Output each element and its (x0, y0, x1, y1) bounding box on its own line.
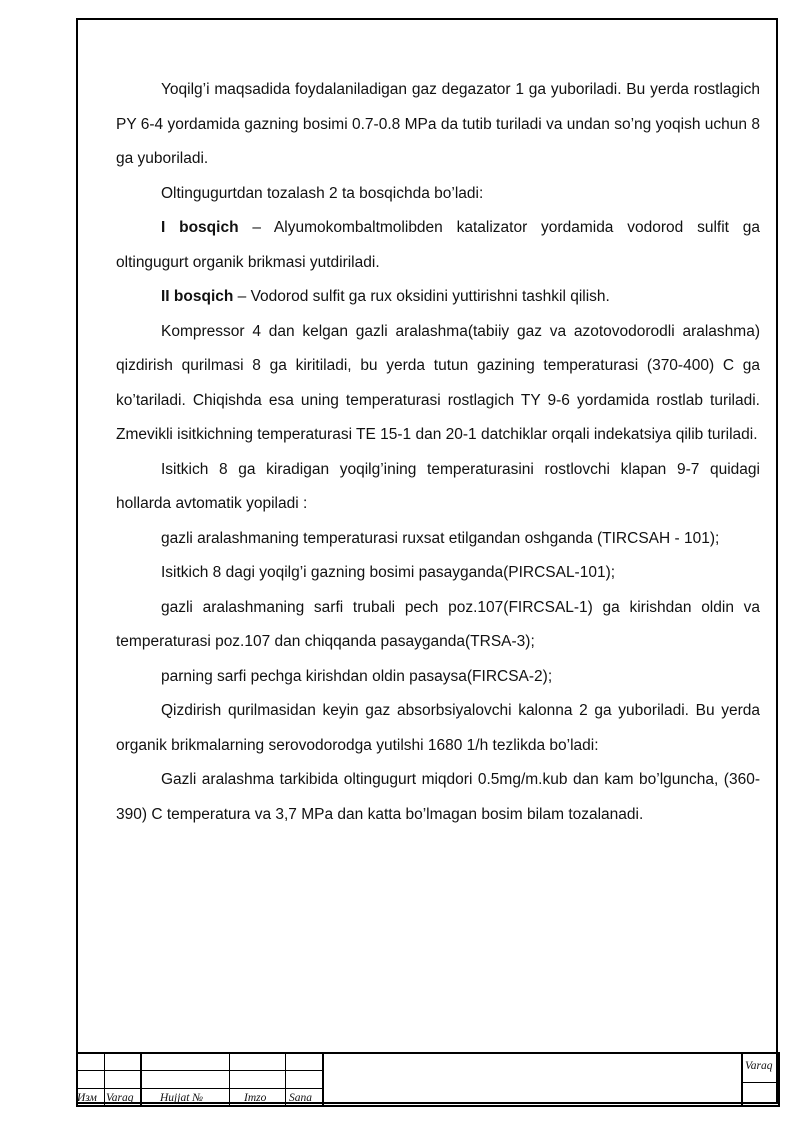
paragraph-2: Oltingugurtdan tozalash 2 ta bosqichda bo’ladi: (161, 184, 484, 202)
paragraph-5: Kompressor 4 dan kelgan gazli aralashma(tabiiy gaz va azotovodorodli aralashma) qizdirish qurilmasi 8 ga kiritiladi, bu yerda tutun gazining temperaturasi (370-400) C ga ko’tariladi. Chiqishda esa uning temperaturasi rostlagich TY 9-6 yordamida rostlab turiladi. Zmevikli isitkichning temperaturasi TE 15-1 dan 20-1 datchiklar orqali indekatsiya qilib turiladi. (116, 322, 760, 443)
title-block-izm-label: Изм (77, 1092, 97, 1104)
title-block-col-line-2 (140, 1052, 142, 1107)
stage-2-label: II bosqich (161, 288, 234, 305)
title-block (76, 1052, 780, 1107)
title-block-sheet-label: Varaq (745, 1060, 773, 1072)
title-block-col-line-6 (741, 1052, 743, 1107)
title-block-sana-label: Sana (289, 1092, 312, 1104)
paragraph-9: gazli aralashmaning sarfi trubali pech poz.107(FIRCSAL-1) ga kirishdan oldin va temperaturasi poz.107 dan chiqqanda pasayganda(TRSA-3); (116, 598, 760, 650)
paragraph-7: gazli aralashmaning temperaturasi ruxsat etilgandan oshganda (TIRCSAH - 101); (161, 529, 720, 547)
document-body (116, 73, 760, 832)
title-block-top-border (76, 1052, 780, 1054)
paragraph-1: Yoqilg’i maqsadida foydalaniladigan gaz degazator 1 ga yuboriladi. Bu yerda rostlagich PY 6-4 yordamida gazning bosimi 0.7-0.8 MPa da tutib turiladi va undan so’ng yoqish uchun 8 ga yuboriladi. (116, 81, 760, 167)
title-block-col-line-3 (229, 1052, 230, 1107)
title-block-hujjat-label: Hujjat № (160, 1092, 204, 1104)
title-block-bottom-border (76, 1105, 780, 1107)
title-block-varaq-label: Varaq (106, 1092, 134, 1104)
paragraph-8: Isitkich 8 dagi yoqilg’i gazning bosimi pasayganda(PIRCSAL-101); (161, 564, 616, 581)
paragraph-10: parning sarfi pechga kirishdan oldin pasaysa(FIRCSA-2); (161, 667, 553, 685)
paragraph-3: I bosqich – Alyumokombaltmolibden katalizator yordamida vodorod sulfit ga oltingugurt organik brikmasi yutdiriladi. (116, 219, 760, 271)
stage-1-label: I bosqich (161, 219, 239, 236)
paragraph-4: II bosqich – Vodorod sulfit ga rux oksidini yuttirishni tashkil qilish. (161, 288, 610, 305)
paragraph-6: Isitkich 8 ga kiradigan yoqilg’ining temperaturasini rostlovchi klapan 9-7 quidagi hollarda avtomatik yopiladi : (116, 460, 760, 512)
title-block-col-line-4 (285, 1052, 286, 1107)
title-block-imzo-label: Imzo (244, 1092, 267, 1104)
paragraph-11: Qizdirish qurilmasidan keyin gaz absorbsiyalovchi kalonna 2 ga yuboriladi. Bu yerda organik brikmalarning serovodorodga yutilshi 1680 1/h tezlikda bo’ladi: (116, 702, 760, 754)
title-block-right-border (778, 1052, 780, 1107)
title-block-sheet-divider (742, 1082, 780, 1083)
title-block-col-line-1 (104, 1052, 105, 1107)
paragraph-12: Gazli aralashma tarkibida oltingugurt miqdori 0.5mg/m.kub dan kam bo’lguncha, (360-390) C temperatura va 3,7 MPa dan katta bo’lmagan bosim bilam tozalanadi. (116, 771, 760, 823)
title-block-col-line-5 (322, 1052, 324, 1107)
